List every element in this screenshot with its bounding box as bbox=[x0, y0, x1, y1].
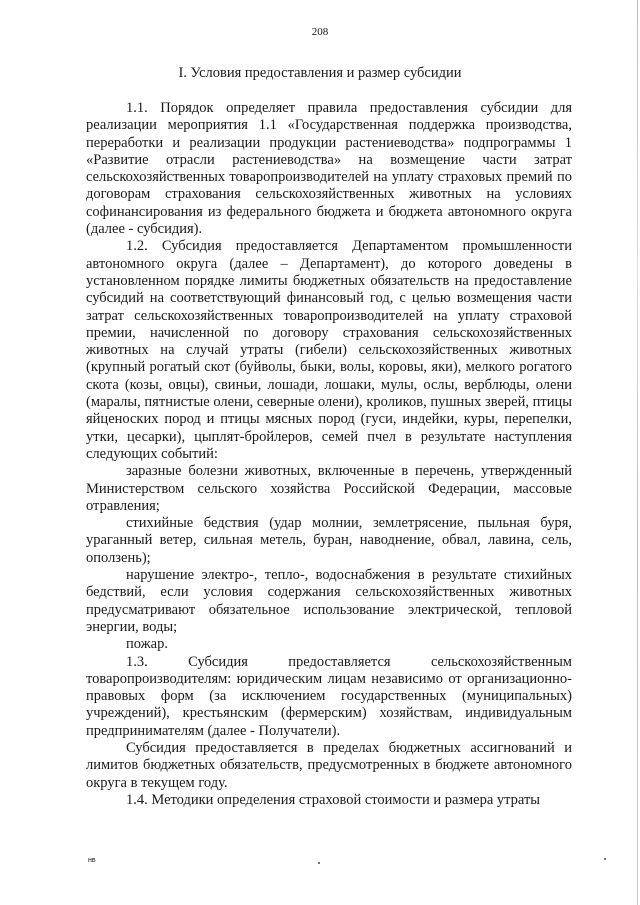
paragraph-budget: Субсидия предоставляется в пределах бюджетных ассигнований и лимитов бюджетных обязательств, предусмотренных в бюджете автономного округа в текущем году. bbox=[86, 739, 572, 791]
document-body bbox=[86, 100, 572, 809]
scan-dot bbox=[604, 858, 606, 860]
footer-mark: нв bbox=[88, 857, 96, 864]
page-number: 208 bbox=[311, 26, 329, 38]
paragraph-1-1: 1.1. Порядок определяет правила предоставления субсидии для реализации мероприятия 1.1 «Государственная поддержка производства, переработки и реализации продукции растениеводства» подпрограммы 1 «Развитие отрасли растениеводства» на возмещение части затрат сельскохозяйственных товаропроизводителей на уплату страховых премий по договорам страхования сельскохозяйственных животных на условиях софинансирования из федерального бюджета и бюджета автономного округа (далее - субсидия). bbox=[86, 100, 572, 238]
paragraph-event-disasters: стихийные бедствия (удар молнии, землетрясение, пыльная буря, ураганный ветер, сильная метель, буран, наводнение, обвал, лавина, сель, оползень); bbox=[86, 515, 572, 566]
paragraph-event-utilities: нарушение электро-, тепло-, водоснабжения в результате стихийных бедствий, если условия содержания сельскохозяйственных животных предусматривают обязательное использование электрической, тепловой энергии, воды; bbox=[86, 567, 572, 635]
paragraph-event-fire: пожар. bbox=[126, 636, 168, 653]
paragraph-1-4: 1.4. Методики определения страховой стоимости и размера утраты bbox=[126, 791, 541, 808]
scan-edge bbox=[637, 0, 638, 905]
paragraph-1-3: 1.3. Субсидия предоставляется сельскохозяйственным товаропроизводителям: юридическим лицам независимо от организационно-правовых форм (за исключением государственных (муниципальных) учреждений), крестьянским (фермерским) хозяйствам, индивидуальным предпринимателям (далее - Получатели). bbox=[86, 653, 572, 739]
paragraph-1-2: 1.2. Субсидия предоставляется Департаментом промышленности автономного округа (далее – Департамент), до которого доведены в установленном порядке лимиты бюджетных обязательств на предоставление субсидий на соответствующий финансовый год, с целью возмещения части затрат сельскохозяйственных товаропроизводителей на уплату страховой премии, начисленной по договору страхования сельскохозяйственных животных на случай утраты (гибели) сельскохозяйственных животных (крупный рогатый скот (буйволы, быки, волы, коровы, яки), мелкого рогатого скота (козы, овцы), свиньи, лошади, лошаки, мулы, ослы, верблюды, олени (маралы, пятнистые олени, северные олени), кроликов, пушных зверей, птицы яйценоских пород и птицы мясных пород (гуси, индейки, куры, перепелки, утки, цесарки), цыплят-бройлеров, семей пчел в результате наступления следующих событий: bbox=[86, 238, 572, 462]
paragraph-event-diseases: заразные болезни животных, включенные в перечень, утвержденный Министерством сельского хозяйства Российской Федерации, массовые отравления; bbox=[86, 463, 572, 514]
scan-dot bbox=[318, 862, 320, 864]
section-title: I. Условия предоставления и размер субсидии bbox=[178, 65, 462, 81]
